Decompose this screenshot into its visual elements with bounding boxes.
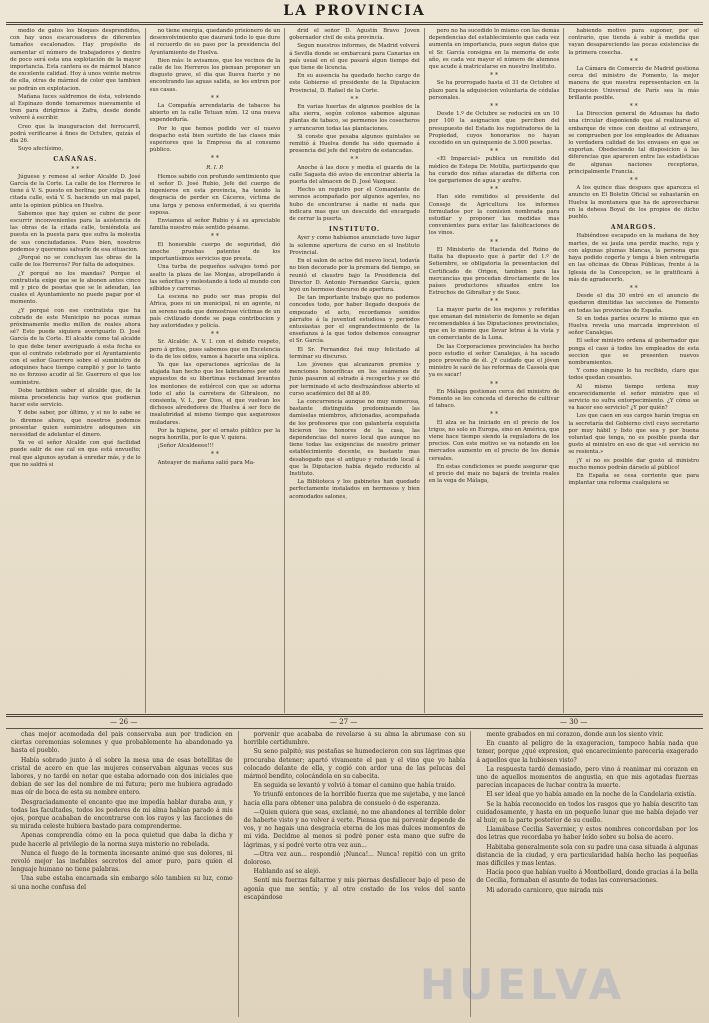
paragraph: Hecho un registro por el Comandante de serenos acompañado por algunos agentes, no hubo de encontrarse á nadie ni nada que indicara mas que un descuido del encargado de cerrar la puerta. [289,187,420,223]
separator-asterisks: * * [71,165,80,173]
paragraph: En España se cesa corriente que para implantar una reforma cualquiera se [568,472,699,487]
separator-asterisks: * * [210,451,219,459]
separator-asterisks: * * [490,148,499,156]
signature: R. I. P. [206,164,224,171]
paragraph: Hablando así se alejó. [253,868,321,876]
separator-asterisks: * * [210,94,219,102]
upper-columns [6,28,703,713]
masthead-title: LA PROVINCIA [283,3,426,19]
paragraph: De las Corporaciones provinciales ha hecho poco estudio el señor Canalejas, á ha sacado poco provecho de él. ¿Y cuidado que el jóven ministro le sacó de las reformas de Cassola que ya es sacar! [428,343,560,379]
upper-column-4 [425,28,565,713]
separator-asterisks: * * [350,156,359,164]
paragraph: En varias huertas de algunos pueblos de la alta sierra, según colonos sabemos algunas plantas de tabaco, se permenos los cosecheros y arrancaron todas las plantaciones. [289,104,420,132]
paragraph: ¿Y porqué no los mandas? Porque el contratista exige que se le abonen antes cinco mil y pico de pesetas que se le adeudan, las cuales el Ayuntamiento no puede pagar por el momento. [10,270,141,306]
paragraph: Si conste que pesaba algunos quintales se remitió á Huelva donde ha sido quemado á presencia del jefe del registro de estancadas. [289,133,420,155]
paragraph: Nunca el fuego de la tormenta incesante animó que sus dolores, ni revoló mejor las inefables secretos del amor puro, para quien el lenguaje humano no tiene palabras. [11,849,233,874]
separator-asterisks: * * [629,103,638,111]
separator-asterisks: * * [629,284,638,292]
lower-column-1 [6,731,239,1017]
separator-asterisks: * * [210,155,219,163]
upper-column-2 [146,28,286,713]
section-heading: CAÑAÑAS. [53,156,98,164]
paragraph: La Cámara de Comercio de Madrid gestiona cerca del ministro de Fomento, la mejor manera de que nuestra representacion en la Exposicion Universal de París sea la más brillante posible. [568,66,699,101]
paragraph: Mi adorado carnicero, que mirada mis [486,886,604,894]
paragraph: Segun nuestros informes, de Madrid volverá á Sevilla donde se embarcará para Canarias en país usual en el que pasará algun tiempo del que tiene de licencia. [289,43,420,72]
separator-asterisks: * * [490,380,499,388]
paragraph: Creo que la inauguracion del ferrocarril, podrá verificarse á fines de Octubre, quizás el dia 26. [10,123,141,145]
masthead-rule [6,22,703,25]
paragraph: La Direccion general de Aduanas ha dado una circular disponiendo que al realizarse el embarque de vinos con destino al extranjero, se comprueben por los empleados de Aduanas lo verdadera calidad de los envases en que se exportan. Obedeciendo tal disposicion á las diferencias que aparecen entre las estadísticas de algunas naciones receptoras, principalmente Francia. [568,111,699,175]
upper-column-3 [285,28,425,713]
paragraph: ¿Porqué no se concluyen las obras de la calle de los Herreros? Por falta de adoquines. [10,255,141,269]
library-watermark: HUELVA [420,960,626,1009]
page-number-left: — 26 — [110,718,138,726]
paragraph: La respuesta tardó demasiado, pero vino á reanimar mi corazon en uno de aquellos momentos de angustia, en que mis agotadas fuerzas parecían incapaces de luchar contra la muerte. [476,765,699,790]
section-heading: INSTITUTO. [328,226,380,234]
paragraph: ¡Y si no es posible dar gusto al ministro mucho menos podrán dárselo al público! [568,457,699,471]
paragraph: Habitaba generalmente sola con su padre una casa situada á algunas distancia de la ciudad, y era particularidad había hecho las pequeñas mas difíciles y mas lentas. [476,843,699,868]
paragraph: —Quien quiera que seas, exclamé, no me abandones al terrible dolor de haberte visto y no volver á verte. Piensa que mi porvenir depende de vos, y no hagais una desgracia eterna de los mas dulces momentos de mi vida. Decidme al menos si podré poner esta mano que sufre de lágrimas, y sí podré verte otra vez aun... [243,808,466,849]
paragraph: Hacía poco que habían vuelto á Montbollard, donde gracias á la bella de Cecilia, formaban el asunto de todas las conversaciones. [476,869,699,885]
paragraph: —Otra vez aun... respondió ¡Nunca!... Nunca! repitió con un grito doloroso. [243,850,466,867]
paragraph: «El Imparcial» publica un remitido del médico de Estepa Dr. Motilla, participando que ha curado dos niñas atacadas de difteria con los gargarismos de agua y azufre. [428,156,560,185]
separator-asterisks: * * [490,186,499,194]
paragraph: Se la había reconocido en todos los rasgos que yo había descrito tan cuidadosamente, y hasta en un pequeño lunar que me había dejado ver al huir, en la parte posterior de su cuello. [476,800,699,825]
paragraph: Júguese y remese al señor Alcalde D. José García de la Corte. La calle de los Herreros le tiene á V. S. puesto en berlina; por culpa de la citada calle, está V. S. haciendo un mal papel, ante la opinion pública en Huelva. [10,173,141,209]
paragraph: La escena no pudo ser mas propia del Africa, pues ni un municipal, ni un agente, ni un sereno nada que demostrase víctimas de un país civilizado donde se paga contribucion y hay autoridades y policía. [149,294,281,329]
paragraph: medio de gatos los bloques desprendidos, con hay unos escarceadores de diferentes tamaños escalonados. Hay propósito de aumentar el número de trabajadores y dentro de poco será esta una explotación de la mayor importancia. Esta cantera es de mármol blanco de excelente calidad. Hoy á unos veinte metros de ella, otras de mármol de color que tambien se podrán en explotacion. [10,28,141,92]
paragraph: Desgraciadamente el encanto que me impedía hablar duraba aun, y todas las facultades, todos los poderes de mi alma habían parado á mis ojos, porque acababan de encontrarse con los rayos y las facciones de su mirada celeste hubiera bastado para comprenderme. [11,798,233,831]
paragraph: El honorable cuerpo de seguridad, dió anoche pruebas patentes de los importantísimos servicios que presta. [149,241,281,263]
paragraph: Sabemos que hay quien se cubre de peor escurrir inconvenientes para la asistencia de las obras de la citada calle, teniéndola así puesta en la puesta para que sufra la molestia de sus conciudadanos. Pues bien, nosotros podemos y queremos salvarle de esa situacion. [10,210,141,253]
paragraph: Habiéndose escapado en la mañana de hoy martes, de su jaula una perdiz macho, roja y con algunas plumas blancas, la persona que haya podido cogerla y tenga á bien entregarla en las oficinas de Obras Públicas, frente á la Iglesia de la Concepcion, se le gratificará á más de agradecerlo. [568,233,699,283]
page-number-right: — 30 — [560,718,588,726]
paragraph: mente grabados en mi corazon, donde aun los siento vivir. [486,731,664,738]
paragraph: habiendo motivo para suponer, por el contrario, que tienda á subir á medida que vayan desapareciendo las pocas existencias de la primera cosecha. [568,28,699,56]
paragraph: En seguida se levantó y volvió á tomar el camino que había traido. [253,782,456,790]
paragraph: Han sido remitidos al presidente del Consejo de Agricultura los informes formulados por la comision nombrada para estudiar y proponer las medidas mas convenientes para evitar las falsificaciones de los vinos. [428,194,560,237]
upper-column-5 [564,28,703,713]
paragraph: Si en todas partes ocurre lo mismo que en Huelva revela una marcada imprevision el señor Canalejas. [568,315,699,337]
paragraph: Su seno palpitó; sus pestañas se humedecieron con sus lágrimas que procuraba detener; apartó vivamente el pan y el vino que yo había colocado delante de ella, y cogió con ardor una de las pelucas del mármol bendito, colocándola en su cabecita. [243,748,466,781]
paragraph: A los quince dias despues que aparezca el anuncio en El Boletin Oficial se subastarán en Huelva la montanera que ha de aprovecharse en la dehesa Boyal de los propios de dicho pueblo. [568,185,699,221]
paragraph: El ser ideal que yo había amado en la noche de la Candelaria existía. [486,791,697,799]
section-divider [6,714,703,717]
paragraph: Anteayer de mañana salió para Ma- [157,459,255,466]
paragraph: Sr. Alcalde: A. V. I. con el debido respeto, pero á gritos, pues sabemos que en Excelencia lo da de los oidos, vamos á hacerle una súplica. [149,339,281,360]
separator-asterisks: * * [490,103,499,111]
paragraph: En Málaga gestionan cerca del ministro de Fomento se les conceda el derecho de cultivar el tabaco. [428,388,560,410]
paragraph: El alza se ha iniciado en el precio de los trigos, no solo en Europa, sino en América, que viene hace tiempo siendo la reguladora de los precios. Con este motivo se va notando en los mercados aumento en el precio de los demás cereales. [428,419,560,462]
paragraph: En cuanto al peligro de la exageracion, tampoco había nada que temer, porque ¿qué expresion, qué encarecimiento pareceria exagerado á aquellos que la hubiesen visto? [476,740,699,764]
paragraph: El Ministerio de Hacienda del Reino de Italia ha dispuesto que á partir del 1.º de Setiembre, se obligatoria la presentacion del Certificado de Origen, tambien para las mercancías que procedan directamente de los países productores situados entre los Estrechos de Gibraltar y de Suez. [428,246,560,297]
paragraph: Los jóvenes que alcanzaron premios y menciones honoríficas en los exámenes de Junio pasaron al estrado á recogerlos y se dió por terminado el acto desfrazándose abierto el curso académico del 88 al 89. [289,361,420,397]
paragraph: En estas condiciones se puede asegurar que el precio del maíz no bajará de treinta reales en la vega de Málaga, [428,463,560,485]
separator-asterisks: * * [210,331,219,339]
separator-asterisks: * * [490,72,499,80]
paragraph: Ayer y como habíamos anunciado tuvo lugar la solemne apertura de curso en el Instituto Provincial. [289,235,420,256]
paragraph: Ya que las operaciones agrícolas de la atajada han hecho que los labradores por esto expuestos de su libertinas reclamad levantes los montones de estiércol con que se adorna todo el año la carretera de Gibraleon, no consienta, V. I., por Dios, el que vuelvan los dichosos alrededores de Huelva á ser foco de insalubridad al mismo tiempo que asquerosos muladares. [149,361,281,426]
paragraph: ¡Señor Alcaldeeee!!! [157,443,214,450]
paragraph: Mañana luces saldremos de ésta, volviendo al Espinazo donde tomaremos nuevamente el tren para dirigirnos á Zafra, desde donde volveré á escribir. [10,93,141,122]
paragraph: Había sobrado junto á el sobre la mesa una de esas botellitas de cristal de acero en que las mujeres conservaban algunas veces sus labores, y no tardé en notar que estaba adornado con dos iniciales que debian de ser las del nombre de mi futura; pero me hubiera agradado mas oír de boca de esta su nombre entero. [11,756,233,797]
page-number-center: — 27 — [330,718,358,726]
paragraph: Suyo afectísimo, [18,146,64,153]
paragraph: Y debe saber, por último, y si no lo sabe se lo diremos ahora, que nosotros podemos presentar quien suministre adoquines sin necesidad de adelantar el dinero. [10,410,141,438]
paragraph: no tiene energía, quedando prisionero de un desenvolvimiento que daurará todo lo que dure el recuerdo de su paso por la presidencia del Ayuntamiento de Huelva. [149,28,281,56]
paragraph: Ya ve el señor Alcalde con qué facilidad puede salir de ese cal en que está envuelto; real que algunos ayudan á enredar más, y de lo que no saldrá si [10,440,141,468]
masthead [0,0,709,22]
folletin-rule [6,728,703,729]
paragraph: Desde 1.º de Octubre se reducirá en un 10 por 100 la asignacion que perciben del presupuesto del Estado los registradores de la Propiedad, cuyos honorarios no hayan excedido en un quinquenio de 3.000 pesetas. [428,111,560,147]
paragraph: pero no ha sucedido lo mismo con las demás dependencias del establecimiento que cada vez aumenta en importancia, pues segun datos que el Sr. García consigna en la memoria de este año, es cada vez mayor el número de alumnos que acude á matricularse en nuestro Instituto. [428,28,560,71]
section-heading: AMARGOS. [610,224,657,232]
paragraph: La Biblioteca y los gabinetes han quedado perfectamente instalados en hermosos y bien acomodados salones, [289,479,420,500]
paragraph: Yo triunfé entonces de la horrible fuerza que me sujetaba, y me lancé hacia ella para obtener una palabra de consuelo ó de esperanza. [243,791,466,807]
paragraph: porvenir que acababa de revelarse á su alma la abrumase con su horrible certidumbre. [243,731,466,747]
paragraph: Por lo que hemos podido ver el nuevo despacho está bien surtido de las clases más superiores que la Empresa da al consumo público. [149,125,281,154]
paragraph: Y como ninguno lo ha recibido, claro que todos quedan cesantes. [568,368,699,382]
paragraph: Sentí mis fuerzas faltarme y mis piernas desfallecer bajo el peso de agonía que me sentía; y al otro costado de los velos del santo escapándose [243,877,466,901]
paragraph: Al mismo tiempo ordena muy encarecidamente el señor ministro que el servicio no sufra entorpecimiento. ¿Y cómo se va hacer eso servicio? ¿Y por quién? [568,383,699,412]
paragraph: Desde el dia 30 entró en el anuncio de quedaron dimitidas las secciones de Fomento en todas las provincias de España. [568,293,699,314]
paragraph: Bien más: le avisamos, que los vecinos de la calle de los Herreros los piensan proponer un disgusto grave, el dia que llueva fuerte y no encontrando las aguas salida, se les entren por sus casas. [149,57,281,93]
paragraph: La Compañía arrendataria de tabacos ha abierto en la calle Tetuan núm. 12 una nueva expendeduría. [149,103,281,124]
separator-asterisks: * * [350,95,359,103]
separator-asterisks: * * [210,233,219,241]
paragraph: Dobe tambien saber el alcalde que, de la misma procedencia hay varios que pudieran hacer este servicio. [10,387,141,409]
paragraph: Apenas comprendía cómo en la poca quietud que daba la dicha y pude hacerle al privilegio de la norma suya misterio no rebelada. [11,832,233,848]
paragraph: Una sube estaba encarnada sin embargo sólo tambien su luz, como si una noche confusa del [11,875,233,891]
paragraph: Se ha prorrogado hasta el 31 de Octubre el plazo para la adquisicion voluntaria de cédulas personales. [428,80,560,101]
paragraph: Por la higiene, por el ornato público por la negra honrilla, por lo que V. quiera. [149,427,281,441]
paragraph: En su ausencia ha quedado hecho cargo de este Gobierno el presidente de la Diputacion Provincial, D. Rafael de la Corte. [289,73,420,94]
separator-asterisks: * * [629,177,638,185]
separator-asterisks: * * [490,298,499,306]
paragraph: ¿Y porqué con ese contratista que ha cobrado de este Municipio no pocas sumas próximamente medio millon de reales ahora sé? Esto puede siquiera averiguarlo D. José García de la Corte. El alcalde como tal alcalde lo que debe tener averiguado á esta fecha es que el contrato celebrado por el Ayuntamiento con el señor Guerrero sobre el suministro de adoquines hace tiempo cumplió y por lo tanto no es forzoso acudir al Sr. Guerrero el que los suministre. [10,307,141,386]
paragraph: Los que caen en sus cargos harán tregua en la secretaría del Gobierno civil cuyo secretario por muy hábil y listo que sea y por buena voluntad que tenga, no es posible pueda dar gusto al ministro en eso de que «el servicio no se resienta.» [568,413,699,456]
paragraph: La mayor parte de los mejores y referidas que emanan del ministerio de fomento se dejan recomendables á las Diputaciones provinciales, que en lo mismo que llevar letras á la vista y un comerciante de la Luna. [428,306,560,342]
paragraph: De tan importante trabajo que no podemos concedes todo, por haber llegado después de empezado el acto, recordamos sonidos párrafos á la juventud estudiosa y periodos entusiastas por el engrandecimiento de la enseñanza á la que todos debemos consagrar el Sr. García. [289,295,420,345]
paragraph: Hemos sabido con profundo sentimiento que el señor D. José Rubio, Jefe del cuerpo de ingenieros en esta provincia, ha tenido la desgracia de perder en Cáceres, víctima de una larga y penosa enfermedad, á su querida esposa. [149,173,281,216]
paragraph: El Sr. Fernandez fué muy felicitado al terminar su discurso. [289,346,420,360]
paragraph: chas mejor acomodada del país conservaba aun por tradicion en ciertas ceremonias solemnes y que probablemente ha abandonado ya hasta el pueblo. [11,731,233,755]
paragraph: Llamábase Cecilia Savernier, y estos nombres concordaban por los dos letras que recordaba yo haber leído sobre su bolsa de acero. [476,826,699,842]
separator-asterisks: * * [490,411,499,419]
separator-asterisks: * * [629,57,638,65]
paragraph: La concurrencia aunque no muy numerosa, bastante distinguida predominando las damiselas miembros, aficionadas, acompañada de los profesores que con galantería exquisita hicieron los honores de la casa, las dependencias del nuevo local que aunque no tiene todas las exigencias de nuestro primer establecimiento docente, es bastante mas desahogado que el antiguo y reducido local á que la Diputacion había dejado reducido al Instituto. [289,398,420,477]
upper-column-1 [6,28,146,713]
separator-asterisks: * * [490,238,499,246]
paragraph: Anoche á las doce y media el guarda de la calle Sagasta dió aviso de encontrar abierta la puerta del almacen de D. José Vazquez. [289,164,420,186]
paragraph: Una turba de pequeños salvajes tomó por asalto la plaza de las Monjas, atropellando á las señoritas y molestando á todo al mundo con silbidos y carreras. [149,264,281,292]
paragraph: El señor ministro ordena al gobernador que ponga el caso á todos los empleados de esta seccion que se presenten nuevos nombramientos. [568,338,699,366]
paragraph: En el salon de actos del nuevo local, todavía no bien decorado por la premura del tiempo, se reunió el claustro bajo la Presidencia del Director D. Antonio Fernandez García, quien leyó un hermoso discurso de apertura. [289,258,420,293]
paragraph: Enviamos al señor Rubio y á su apreciable familia nuestro más sentido pésame. [149,218,281,232]
paragraph: drid el señor D. Agustin Bravo Joven gobernador civil de esta provincia. [289,28,420,42]
